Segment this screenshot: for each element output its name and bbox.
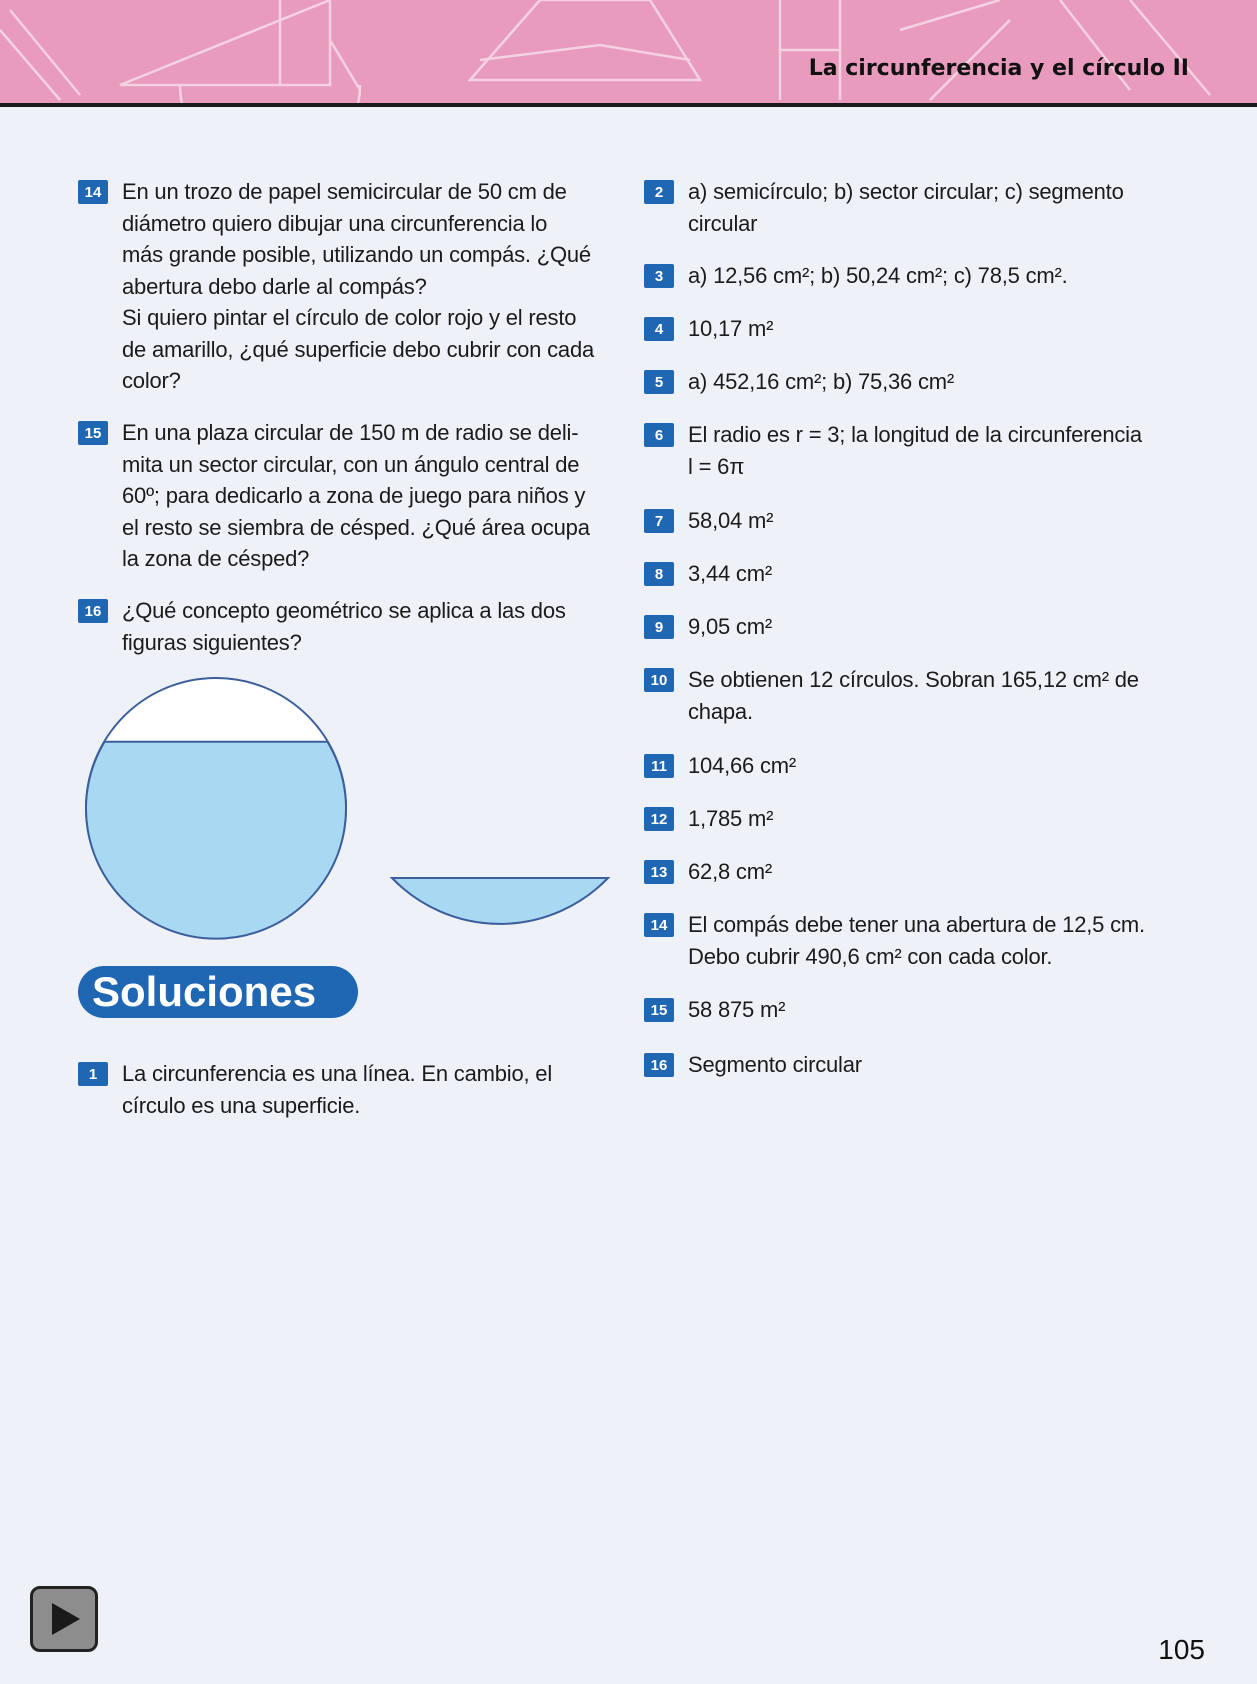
solutions-title: Soluciones (78, 966, 358, 1018)
solution-text: 62,8 cm² (688, 859, 772, 884)
solution-text: a) 12,56 cm²; b) 50,24 cm²; c) 78,5 cm². (688, 263, 1068, 288)
solution-text: 3,44 cm² (688, 561, 772, 586)
play-button[interactable] (30, 1586, 98, 1652)
solution-3 (644, 260, 1224, 292)
solution-14 (644, 909, 1224, 972)
solution-number: 7 (644, 509, 674, 533)
minor-segment (392, 878, 608, 924)
solution-13 (644, 856, 1224, 888)
solution-7 (644, 505, 1224, 537)
solution-text: 58 875 m² (688, 997, 786, 1022)
play-icon (42, 1597, 86, 1641)
solution-number: 11 (644, 754, 674, 778)
solution-text: Segmento circular (688, 1052, 862, 1077)
solution-number: 5 (644, 370, 674, 394)
solution-15 (644, 994, 1224, 1026)
solution-text: 1,785 m² (688, 806, 774, 831)
solution-number: 14 (644, 913, 674, 937)
solution-number: 16 (644, 1053, 674, 1077)
exercise-text: En un trozo de papel semicircular de 50 cm de diámetro quiero dibujar una circunferencia lo más grande posible, utilizando un compás. ¿Qué abertura debo darle al compás? Si quiero pintar el círculo de color rojo y el resto de amarillo, ¿qué superficie debo cubrir con cada color? (122, 179, 595, 393)
solution-5 (644, 366, 1224, 398)
header-title: La circunferencia y el círculo II (808, 56, 1189, 81)
solution-number: 12 (644, 807, 674, 831)
exercise-number: 14 (78, 180, 108, 204)
exercise-text: ¿Qué concepto geométrico se aplica a las dos figuras siguientes? (122, 598, 566, 655)
solution-number: 2 (644, 180, 674, 204)
solution-number: 6 (644, 423, 674, 447)
circle-major-segment (86, 742, 346, 939)
solution-text: 10,17 m² (688, 316, 774, 341)
page-number: 105 (1158, 1634, 1205, 1665)
solution-number: 9 (644, 615, 674, 639)
solution-text: a) 452,16 cm²; b) 75,36 cm² (688, 369, 955, 394)
solution-4 (644, 313, 1224, 345)
geometry-decoration (0, 0, 1257, 103)
exercise-number: 16 (78, 599, 108, 623)
solution-10 (644, 664, 1224, 727)
solution-text: La circunferencia es una línea. En cambio, el círculo es una superficie. (122, 1061, 553, 1118)
solution-text: El compás debe tener una abertura de 12,5 cm. Debo cubrir 490,6 cm² con cada color. (688, 912, 1145, 969)
solution-number: 15 (644, 998, 674, 1022)
solution-text: 9,05 cm² (688, 614, 772, 639)
solution-12 (644, 803, 1224, 835)
solution-text: Se obtienen 12 círculos. Sobran 165,12 cm² de chapa. (688, 667, 1139, 724)
exercise-15 (78, 417, 638, 575)
solution-number: 1 (78, 1062, 108, 1086)
solution-number: 8 (644, 562, 674, 586)
solution-text: 104,66 cm² (688, 753, 797, 778)
solution-number: 3 (644, 264, 674, 288)
solution-1 (78, 1058, 638, 1121)
exercise-number: 15 (78, 421, 108, 445)
solution-number: 13 (644, 860, 674, 884)
solution-2 (644, 176, 1224, 239)
solution-number: 10 (644, 668, 674, 692)
exercise-14 (78, 176, 638, 397)
solution-11 (644, 750, 1224, 782)
solution-16 (644, 1049, 1224, 1081)
solution-6 (644, 419, 1224, 482)
exercise-text: En una plaza circular de 150 m de radio se deli- mita un sector circular, con un ángulo central de 60º; para dedicarlo a zona de juego para niños y el resto se siembra de césped. ¿Qué área ocupa la zona de césped? (122, 420, 590, 571)
exercise-16 (78, 595, 638, 658)
solution-8 (644, 558, 1224, 590)
header-banner (0, 0, 1257, 107)
solution-text: a) semicírculo; b) sector circular; c) segmento circular (688, 179, 1124, 236)
solution-text: 58,04 m² (688, 508, 774, 533)
solution-text: El radio es r = 3; la longitud de la circunferencia l = 6π (688, 422, 1142, 479)
solution-number: 4 (644, 317, 674, 341)
segment-figures (70, 668, 630, 948)
solution-9 (644, 611, 1224, 643)
